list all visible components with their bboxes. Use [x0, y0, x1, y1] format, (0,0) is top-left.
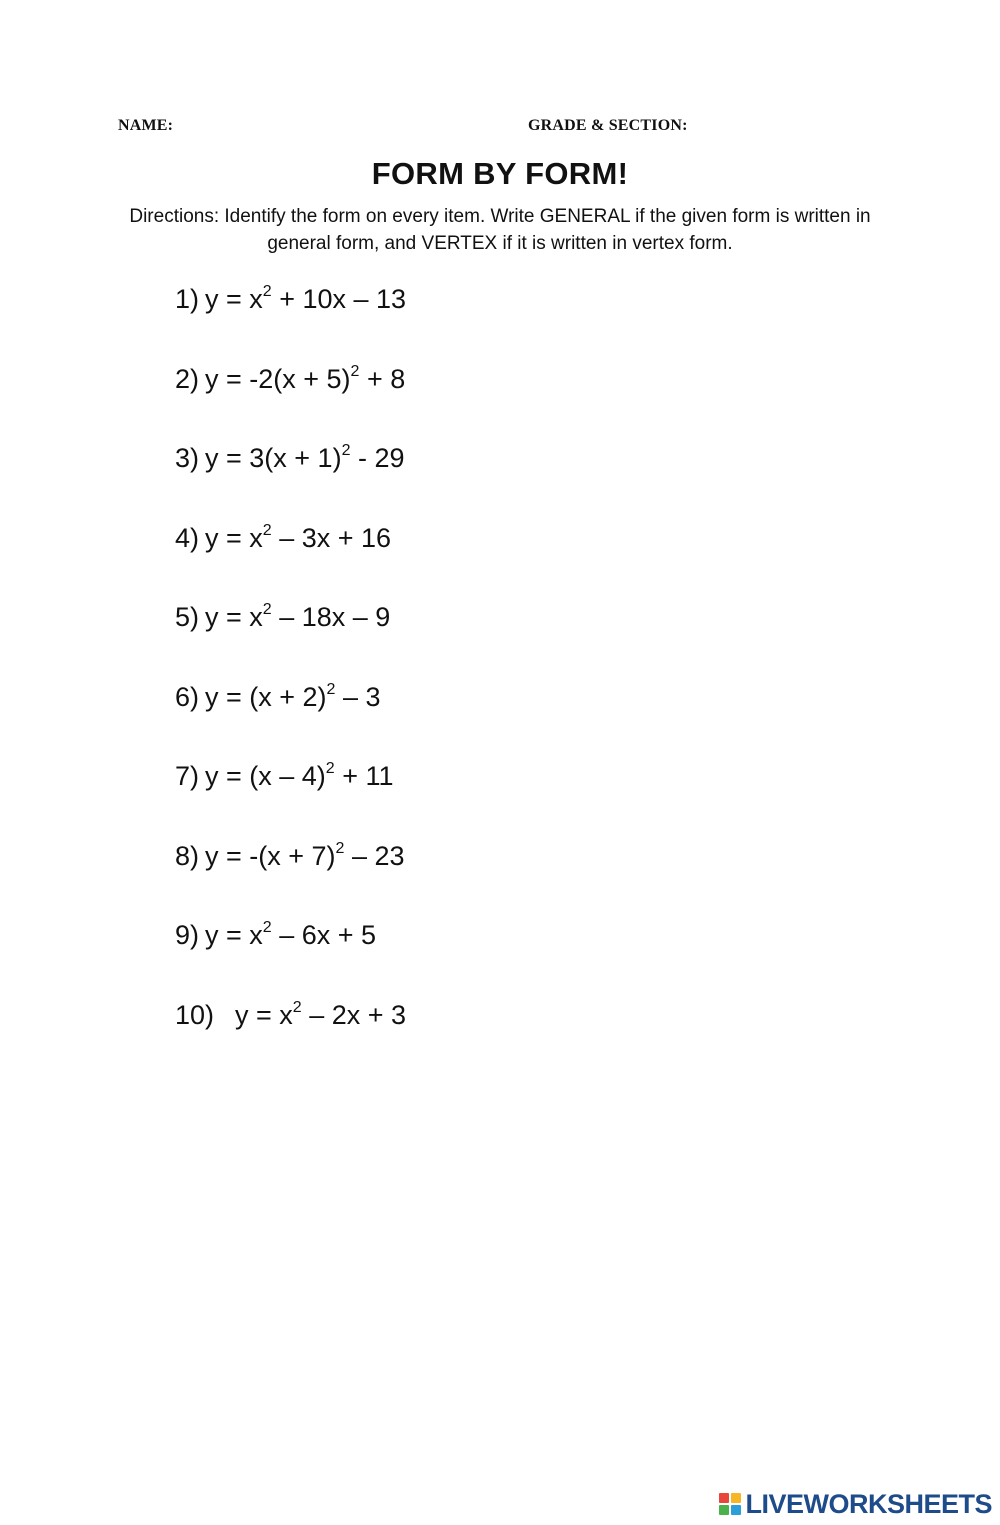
equation: $y = -(x + 7)^2 - 23$: [205, 840, 405, 871]
equation: $y = x^2 - 6x + 5$: [205, 919, 377, 950]
worksheet-title: FORM BY FORM!: [371, 156, 629, 191]
item-number: 4): [175, 523, 200, 553]
item-number: 9): [175, 920, 200, 950]
equation: $y = x^2 - 3x + 16$: [205, 522, 392, 553]
item-number: 2): [175, 364, 200, 394]
logo-square: [719, 1493, 729, 1503]
grade-section-label: GRADE & SECTION:: [528, 117, 688, 134]
equation: y = (x – 4)$^2$ + 11: [205, 760, 394, 791]
item-4: [175, 523, 391, 554]
equation: $y = -2(x + 5)^2 + 8$: [205, 363, 406, 394]
equation: $y = (x + 2)^2 - 3$: [205, 681, 381, 712]
logo-square: [719, 1505, 729, 1515]
equation: $y = x^2 + 10x - 13$: [205, 283, 407, 314]
logo-squares-icon: [719, 1493, 741, 1515]
item-7: [175, 761, 394, 792]
item-6: [175, 682, 381, 713]
logo-square: [731, 1505, 741, 1515]
directions-text: Directions: Identify the form on every item. Write GENERAL if the given form is written in general form, and VERTEX if it is written in vertex form.: [129, 206, 871, 254]
item-number: 6): [175, 682, 200, 712]
equation: $y = x^2 - 18x - 9$: [205, 601, 391, 632]
equation: $y = x^2 - 2x + 3$: [235, 999, 407, 1030]
item-3: [175, 443, 405, 474]
item-1: [175, 284, 406, 315]
item-number: 7): [175, 761, 200, 791]
name-label: NAME:: [118, 117, 174, 134]
item-number: 10): [175, 1000, 215, 1030]
item-number: 5): [175, 602, 200, 632]
equation: $y = 3(x + 1)^2 - 29$: [205, 442, 405, 473]
item-number: 3): [175, 443, 200, 473]
item-10: [175, 1000, 406, 1031]
item-9: [175, 920, 376, 951]
item-number: 8): [175, 841, 200, 871]
logo-text: LIVEWORKSHEETS: [745, 1488, 992, 1519]
item-8: [175, 841, 405, 872]
logo-square: [731, 1493, 741, 1503]
liveworksheets-logo: [719, 1489, 992, 1519]
item-2: [175, 364, 405, 395]
item-5: [175, 602, 390, 633]
item-number: 1): [175, 284, 200, 314]
